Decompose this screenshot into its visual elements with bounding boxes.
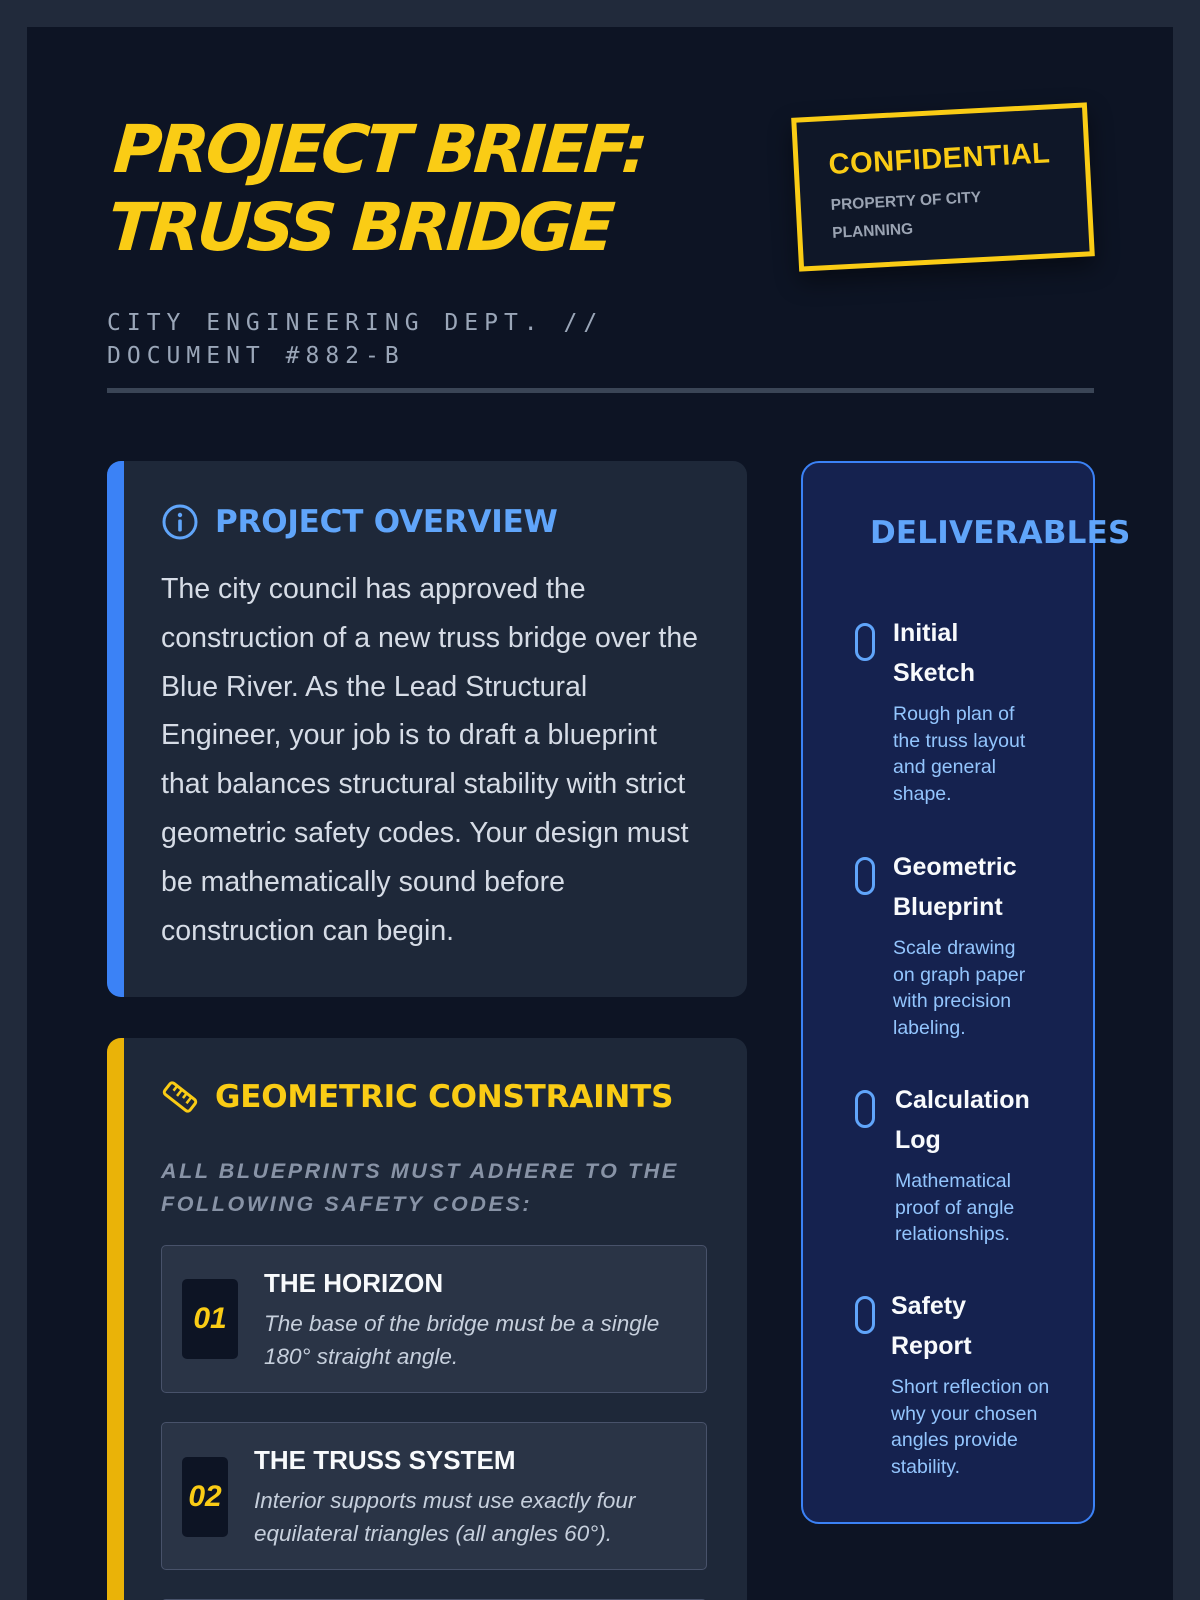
checkbox[interactable] bbox=[855, 623, 875, 661]
project-overview-card bbox=[107, 461, 747, 997]
geometric-constraints-card bbox=[107, 1038, 747, 1600]
document-subtitle: CITY ENGINEERING DEPT. // DOCUMENT #882-B bbox=[107, 310, 604, 369]
ruler-icon bbox=[161, 1078, 199, 1116]
checkbox[interactable] bbox=[855, 1090, 875, 1128]
document-page bbox=[27, 27, 1173, 1600]
overview-body: The city council has approved the construction of a new truss bridge over the Blue River. As the Lead Structural Engineer, your job is to draft a blueprint that balances structural stability with strict geometric safety codes. Your design must be mathematically sound before construction can begin. bbox=[161, 573, 699, 947]
deliverables-panel bbox=[801, 461, 1131, 1524]
overview-header bbox=[161, 503, 558, 541]
rule-number-badge: 02 bbox=[182, 1457, 228, 1537]
constraints-intro: ALL BLUEPRINTS MUST ADHERE TO THE FOLLOWING SAFETY CODES: bbox=[161, 1159, 679, 1216]
checkbox[interactable] bbox=[855, 857, 875, 895]
checkbox[interactable] bbox=[855, 1296, 875, 1334]
deliverables-heading: DELIVERABLES bbox=[870, 515, 1131, 551]
info-icon bbox=[161, 503, 199, 541]
rule-description: Interior supports must use exactly four equilateral triangles (all angles 60°). bbox=[254, 1488, 636, 1546]
deliverable-title: Initial Sketch bbox=[893, 619, 975, 687]
overview-heading: PROJECT OVERVIEW bbox=[215, 504, 558, 540]
safety-code-rule bbox=[161, 1245, 707, 1393]
deliverable-description: Mathematical proof of angle relationships. bbox=[895, 1170, 1015, 1245]
rule-title: THE HORIZON bbox=[264, 1268, 444, 1298]
deliverable-description: Rough plan of the truss layout and general shape. bbox=[893, 703, 1026, 805]
constraints-heading: GEOMETRIC CONSTRAINTS bbox=[215, 1079, 674, 1115]
stamp-title: CONFIDENTIAL bbox=[827, 137, 1052, 181]
safety-code-rule bbox=[161, 1422, 707, 1570]
constraints-accent-bar bbox=[107, 1038, 124, 1600]
deliverable-description: Scale drawing on graph paper with precision labeling. bbox=[893, 937, 1026, 1039]
deliverable-title: Safety Report bbox=[891, 1292, 972, 1360]
title-line-1: PROJECT BRIEF: bbox=[111, 111, 648, 188]
page-title bbox=[106, 111, 797, 267]
deliverable-description: Short reflection on why your chosen angles provide stability. bbox=[891, 1376, 1050, 1478]
rule-number-badge: 01 bbox=[182, 1279, 238, 1359]
confidential-stamp bbox=[791, 102, 1095, 271]
deliverable-title: Calculation Log bbox=[895, 1086, 1030, 1154]
stamp-subtitle: PROPERTY OF CITY PLANNING bbox=[830, 189, 982, 242]
rule-title: THE TRUSS SYSTEM bbox=[254, 1445, 516, 1475]
overview-accent-bar bbox=[107, 461, 124, 997]
constraints-header bbox=[161, 1078, 673, 1116]
header-divider bbox=[107, 388, 1094, 393]
deliverable-title: Geometric Blueprint bbox=[893, 853, 1017, 921]
rule-description: The base of the bridge must be a single 180° straight angle. bbox=[264, 1311, 660, 1369]
title-line-2: TRUSS BRIDGE bbox=[105, 189, 614, 266]
